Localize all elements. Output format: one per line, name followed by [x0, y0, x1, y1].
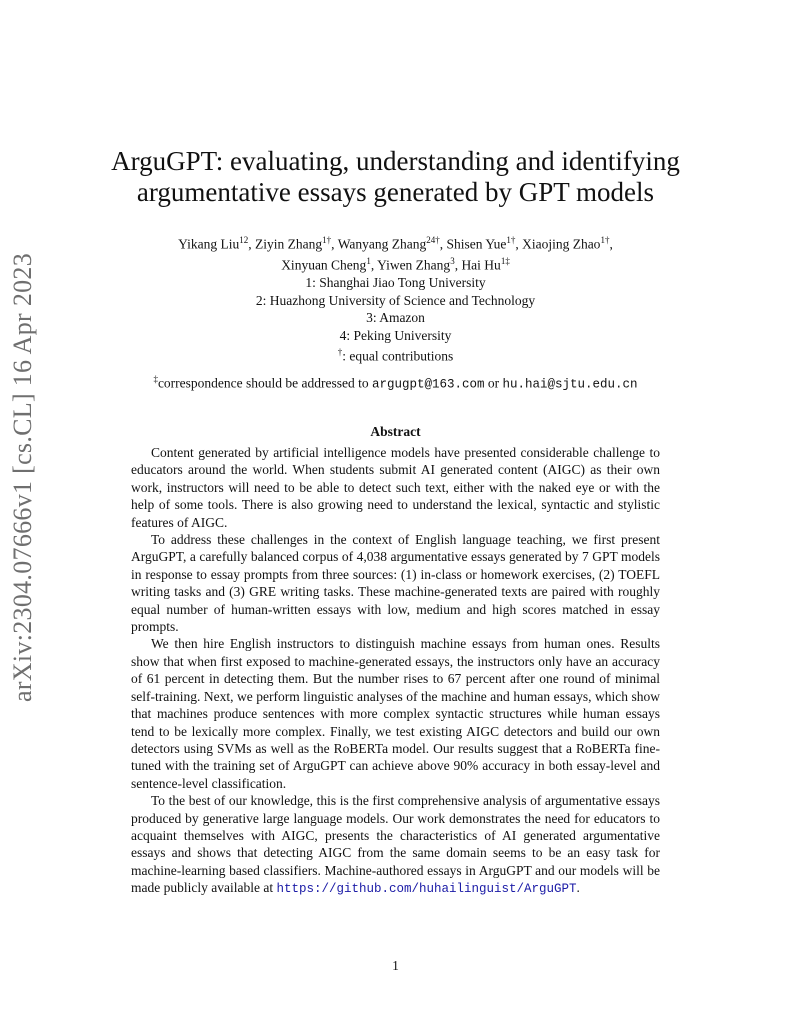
abstract-body	[131, 444, 660, 899]
affiliation: 1: Shanghai Jiao Tong University	[305, 275, 486, 290]
abstract-heading: Abstract	[370, 424, 421, 439]
author-mark: 1†	[600, 235, 610, 245]
equal-contribution-note	[0, 344, 791, 365]
page-number: 1	[392, 958, 399, 973]
author-line-1: Yikang Liu$^{12}$, Ziyin Zhang$^{1\dagger}$, Wanyang Zhang$^{24\dagger}$, Shisen Yue$^{1\dagger}$, Xiaojing Zhao$^{1\dagger}$,	[178, 235, 613, 252]
correspondence-text: correspondence should be addressed to	[157, 375, 369, 391]
author-name: Hai Hu	[461, 257, 501, 273]
author-name: Yiwen Zhang	[377, 257, 451, 273]
github-link[interactable]: https://github.com/huhailinguist/ArguGPT	[276, 882, 577, 897]
author-name: Xinyuan Cheng	[281, 257, 367, 273]
author-mark: 12	[239, 235, 249, 245]
affiliation: 2: Huazhong University of Science and Technology	[255, 292, 536, 308]
author-mark: 3	[450, 256, 455, 266]
author-name: Xiaojing Zhao	[522, 236, 601, 252]
author-mark: 1†	[322, 235, 332, 245]
author-mark: 24†	[426, 235, 440, 245]
abstract-paragraph: We then hire English instructors to distinguish machine essays from human ones. Results show that when first exposed to machine-generated essays, the instructors only have an accuracy of 61 percent in detecting them. But the number rises to 67 percent after one round of minimal self-training. Next, we perform linguistic analyses of the machine and human essays, which show that machines produce sentences with more complex syntactic structures while human essays tend to be lexically more complex. Finally, we test existing AIGC detectors and build our own detectors using SVMs as well as the RoBERTa model. Our results suggest that a RoBERTa fine-tuned with the training set of ArguGPT can achieve above 90% accuracy in both essay-level and sentence-level classification.	[131, 636, 660, 791]
email-link[interactable]: hu.hai@sjtu.edu.cn	[502, 377, 638, 392]
abstract-paragraph-text: To the best of our knowledge, this is the first comprehensive analysis of argumentative essays produced by generative large language models. Our work demonstrates the need for educators to acquaint themselves with AIGC, presents the characteristics of AI generated argumentative essays and shows that detecting AIGC from the same domain seems to be an easy task for machine-learning based classifiers. Machine-authored essays in ArguGPT and our models will be made publicly available at	[131, 793, 660, 896]
paper-title	[0, 146, 791, 208]
author-name: Wanyang Zhang	[337, 236, 427, 252]
author-mark: 1†	[506, 235, 516, 245]
affiliation: 3: Amazon	[366, 310, 425, 325]
double-dagger-mark: ‡	[153, 374, 158, 384]
abstract-paragraph	[131, 792, 660, 898]
correspondence-note	[0, 371, 791, 394]
period: .	[576, 880, 580, 896]
author-line-2: Xinyuan Cheng$^1$, Yiwen Zhang$^3$, Hai $Hu^{1\ddagger}$	[281, 256, 510, 273]
or-text: or	[487, 375, 500, 391]
author-name: Shisen Yue	[446, 236, 507, 252]
dagger-mark: †	[337, 347, 343, 357]
author-name: Yikang Liu	[178, 236, 240, 252]
affiliation: 4: Peking University	[339, 327, 452, 343]
author-mark: 1‡	[500, 256, 510, 266]
author-block	[0, 232, 791, 394]
email-link[interactable]: argugpt@163.com	[372, 377, 485, 392]
author-name: Ziyin Zhang	[255, 236, 323, 252]
equal-contribution-text: : equal contributions	[342, 348, 454, 364]
author-mark: 1	[366, 256, 371, 266]
arxiv-identifier: arXiv:2304.07666v1 [cs.CL] 16 Apr 2023	[8, 252, 37, 702]
abstract-paragraph: To address these challenges in the context of English language teaching, we first present ArguGPT, a carefully balanced corpus of 4,038 argumentative essays generated by 7 GPT models in response to essay prompts from three sources: (1) in-class or homework exercises, (2) TOEFL writing tasks and (3) GRE writing tasks. These machine-generated texts are paired with roughly equal number of human-written essays with low, medium and high scores matched in essay prompts.	[131, 532, 660, 635]
abstract-paragraph: Content generated by artificial intelligence models have presented considerable challenge to educators around the world. When students submit AI generated content (AIGC) as their own work, instructors will need to be able to detect such text, either with the naked eye or with the help of some tools. There is also growing need to understand the lexical, syntactic and stylistic features of AIGC.	[131, 445, 660, 530]
title-line-2: argumentative essays generated by GPT models	[136, 177, 655, 207]
title-line-1: ArguGPT: evaluating, understanding and identifying	[111, 146, 680, 176]
